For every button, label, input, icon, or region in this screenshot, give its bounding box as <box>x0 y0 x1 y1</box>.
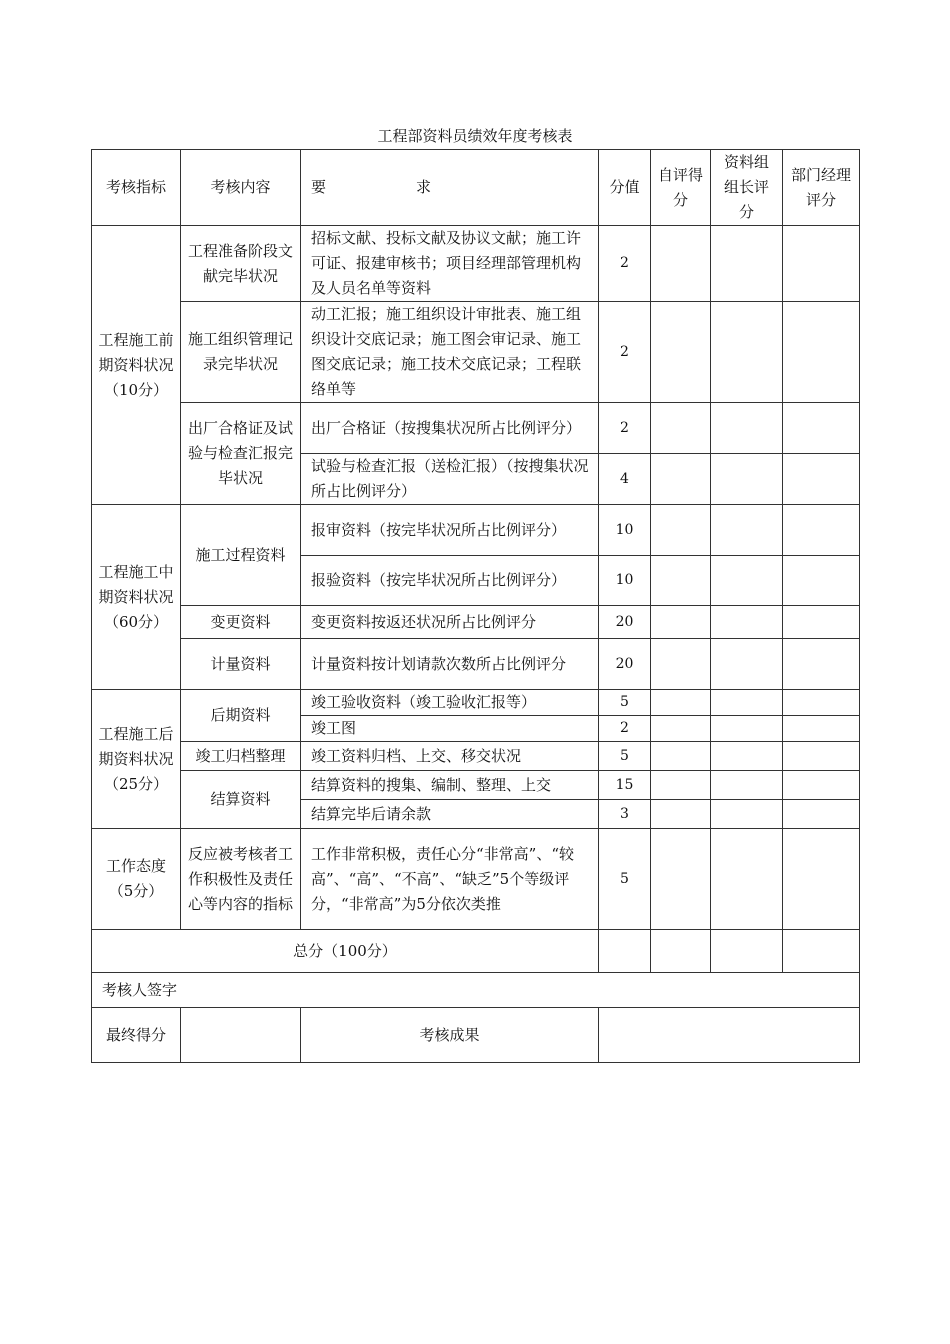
final-score-label: 最终得分 <box>92 1008 181 1063</box>
manager-score-input[interactable] <box>783 800 860 829</box>
leader-score-input[interactable] <box>711 302 783 403</box>
header-requirement <box>301 150 599 226</box>
header-score: 分值 <box>599 150 651 226</box>
requirement-cell: 报验资料（按完毕状况所占比例评分） <box>301 556 599 606</box>
requirement-cell: 招标文献、投标文献及协议文献；施工许可证、报建审核书；项目经理部管理机构及人员名单等资料 <box>301 226 599 302</box>
requirement-cell: 计量资料按计划请款次数所占比例评分 <box>301 639 599 690</box>
score-cell: 5 <box>599 690 651 716</box>
manager-score-input[interactable] <box>783 829 860 930</box>
self-score-input[interactable] <box>651 742 711 771</box>
assessment-table <box>91 149 860 1063</box>
leader-score-input[interactable] <box>711 742 783 771</box>
result-label: 考核成果 <box>301 1008 599 1063</box>
self-score-input[interactable] <box>651 716 711 742</box>
self-score-input[interactable] <box>651 639 711 690</box>
content-cell: 工程准备阶段文献完毕状况 <box>181 226 301 302</box>
table-row <box>92 302 860 403</box>
table-row <box>92 639 860 690</box>
leader-score-input[interactable] <box>711 690 783 716</box>
total-self-input[interactable] <box>651 930 711 973</box>
signature-row <box>92 973 860 1008</box>
page-title: 工程部资料员绩效年度考核表 <box>377 127 573 145</box>
header-self-score: 自评得分 <box>651 150 711 226</box>
score-cell: 2 <box>599 226 651 302</box>
leader-score-input[interactable] <box>711 639 783 690</box>
manager-score-input[interactable] <box>783 690 860 716</box>
self-score-input[interactable] <box>651 690 711 716</box>
table-row <box>92 771 860 800</box>
content-cell: 反应被考核者工作积极性及责任心等内容的指标 <box>181 829 301 930</box>
manager-score-input[interactable] <box>783 556 860 606</box>
leader-score-input[interactable] <box>711 771 783 800</box>
requirement-cell: 报审资料（按完毕状况所占比例评分） <box>301 505 599 556</box>
manager-score-input[interactable] <box>783 302 860 403</box>
score-cell: 4 <box>599 454 651 505</box>
leader-score-input[interactable] <box>711 226 783 302</box>
table-row <box>92 829 860 930</box>
manager-score-input[interactable] <box>783 606 860 639</box>
total-row <box>92 930 860 973</box>
section-label-mid: 工程施工中期资料状况（60分） <box>92 505 181 690</box>
requirement-cell: 竣工图 <box>301 716 599 742</box>
table-row <box>92 403 860 454</box>
content-cell: 计量资料 <box>181 639 301 690</box>
total-manager-input[interactable] <box>783 930 860 973</box>
header-req-char-1: 要 <box>311 178 327 196</box>
content-cell: 结算资料 <box>181 771 301 829</box>
score-cell: 20 <box>599 606 651 639</box>
self-score-input[interactable] <box>651 226 711 302</box>
header-row <box>92 150 860 226</box>
manager-score-input[interactable] <box>783 771 860 800</box>
score-cell: 15 <box>599 771 651 800</box>
section-label-attitude: 工作态度（5分） <box>92 829 181 930</box>
header-content: 考核内容 <box>181 150 301 226</box>
manager-score-input[interactable] <box>783 454 860 505</box>
leader-score-input[interactable] <box>711 829 783 930</box>
content-cell: 竣工归档整理 <box>181 742 301 771</box>
score-cell: 10 <box>599 556 651 606</box>
section-label-early: 工程施工前期资料状况（10分） <box>92 226 181 505</box>
requirement-cell: 结算资料的搜集、编制、整理、上交 <box>301 771 599 800</box>
content-cell: 变更资料 <box>181 606 301 639</box>
self-score-input[interactable] <box>651 800 711 829</box>
manager-score-input[interactable] <box>783 639 860 690</box>
requirement-cell: 竣工验收资料（竣工验收汇报等） <box>301 690 599 716</box>
leader-score-input[interactable] <box>711 505 783 556</box>
table-row <box>92 606 860 639</box>
score-cell: 5 <box>599 829 651 930</box>
content-cell: 施工过程资料 <box>181 505 301 606</box>
self-score-input[interactable] <box>651 606 711 639</box>
signature-label: 考核人签字 <box>92 973 860 1008</box>
score-cell: 20 <box>599 639 651 690</box>
section-label-late: 工程施工后期资料状况（25分） <box>92 690 181 829</box>
total-label: 总分（100分） <box>92 930 599 973</box>
table-row <box>92 505 860 556</box>
content-cell: 后期资料 <box>181 690 301 742</box>
score-cell: 10 <box>599 505 651 556</box>
total-score-cell <box>599 930 651 973</box>
leader-score-input[interactable] <box>711 716 783 742</box>
manager-score-input[interactable] <box>783 226 860 302</box>
total-leader-input[interactable] <box>711 930 783 973</box>
score-cell: 2 <box>599 403 651 454</box>
content-cell: 出厂合格证及试验与检查汇报完毕状况 <box>181 403 301 505</box>
self-score-input[interactable] <box>651 505 711 556</box>
score-cell: 2 <box>599 302 651 403</box>
manager-score-input[interactable] <box>783 742 860 771</box>
manager-score-input[interactable] <box>783 716 860 742</box>
result-input[interactable] <box>599 1008 860 1063</box>
leader-score-input[interactable] <box>711 556 783 606</box>
score-cell: 5 <box>599 742 651 771</box>
content-cell: 施工组织管理记录完毕状况 <box>181 302 301 403</box>
score-cell: 2 <box>599 716 651 742</box>
header-req-char-2: 求 <box>416 178 432 196</box>
requirement-cell: 变更资料按返还状况所占比例评分 <box>301 606 599 639</box>
header-leader-score: 资料组组长评分 <box>711 150 783 226</box>
requirement-cell: 工作非常积极，责任心分“非常高”、“较高”、“高”、“不高”、“缺乏”5个等级评分，“非常高”为5分依次类推 <box>301 829 599 930</box>
requirement-cell: 结算完毕后请余款 <box>301 800 599 829</box>
final-row <box>92 1008 860 1063</box>
score-cell: 3 <box>599 800 651 829</box>
self-score-input[interactable] <box>651 556 711 606</box>
manager-score-input[interactable] <box>783 403 860 454</box>
leader-score-input[interactable] <box>711 403 783 454</box>
requirement-cell: 动工汇报；施工组织设计审批表、施工组织设计交底记录；施工图会审记录、施工图交底记录；施工技术交底记录；工程联络单等 <box>301 302 599 403</box>
leader-score-input[interactable] <box>711 454 783 505</box>
self-score-input[interactable] <box>651 771 711 800</box>
self-score-input[interactable] <box>651 829 711 930</box>
table-row <box>92 742 860 771</box>
self-score-input[interactable] <box>651 454 711 505</box>
self-score-input[interactable] <box>651 403 711 454</box>
header-manager-score: 部门经理评分 <box>783 150 860 226</box>
self-score-input[interactable] <box>651 302 711 403</box>
header-indicator: 考核指标 <box>92 150 181 226</box>
requirement-cell: 试验与检查汇报（送检汇报）（按搜集状况所占比例评分） <box>301 454 599 505</box>
requirement-cell: 竣工资料归档、上交、移交状况 <box>301 742 599 771</box>
manager-score-input[interactable] <box>783 505 860 556</box>
leader-score-input[interactable] <box>711 606 783 639</box>
leader-score-input[interactable] <box>711 800 783 829</box>
table-row <box>92 690 860 716</box>
final-score-input[interactable] <box>181 1008 301 1063</box>
requirement-cell: 出厂合格证（按搜集状况所占比例评分） <box>301 403 599 454</box>
table-row <box>92 226 860 302</box>
